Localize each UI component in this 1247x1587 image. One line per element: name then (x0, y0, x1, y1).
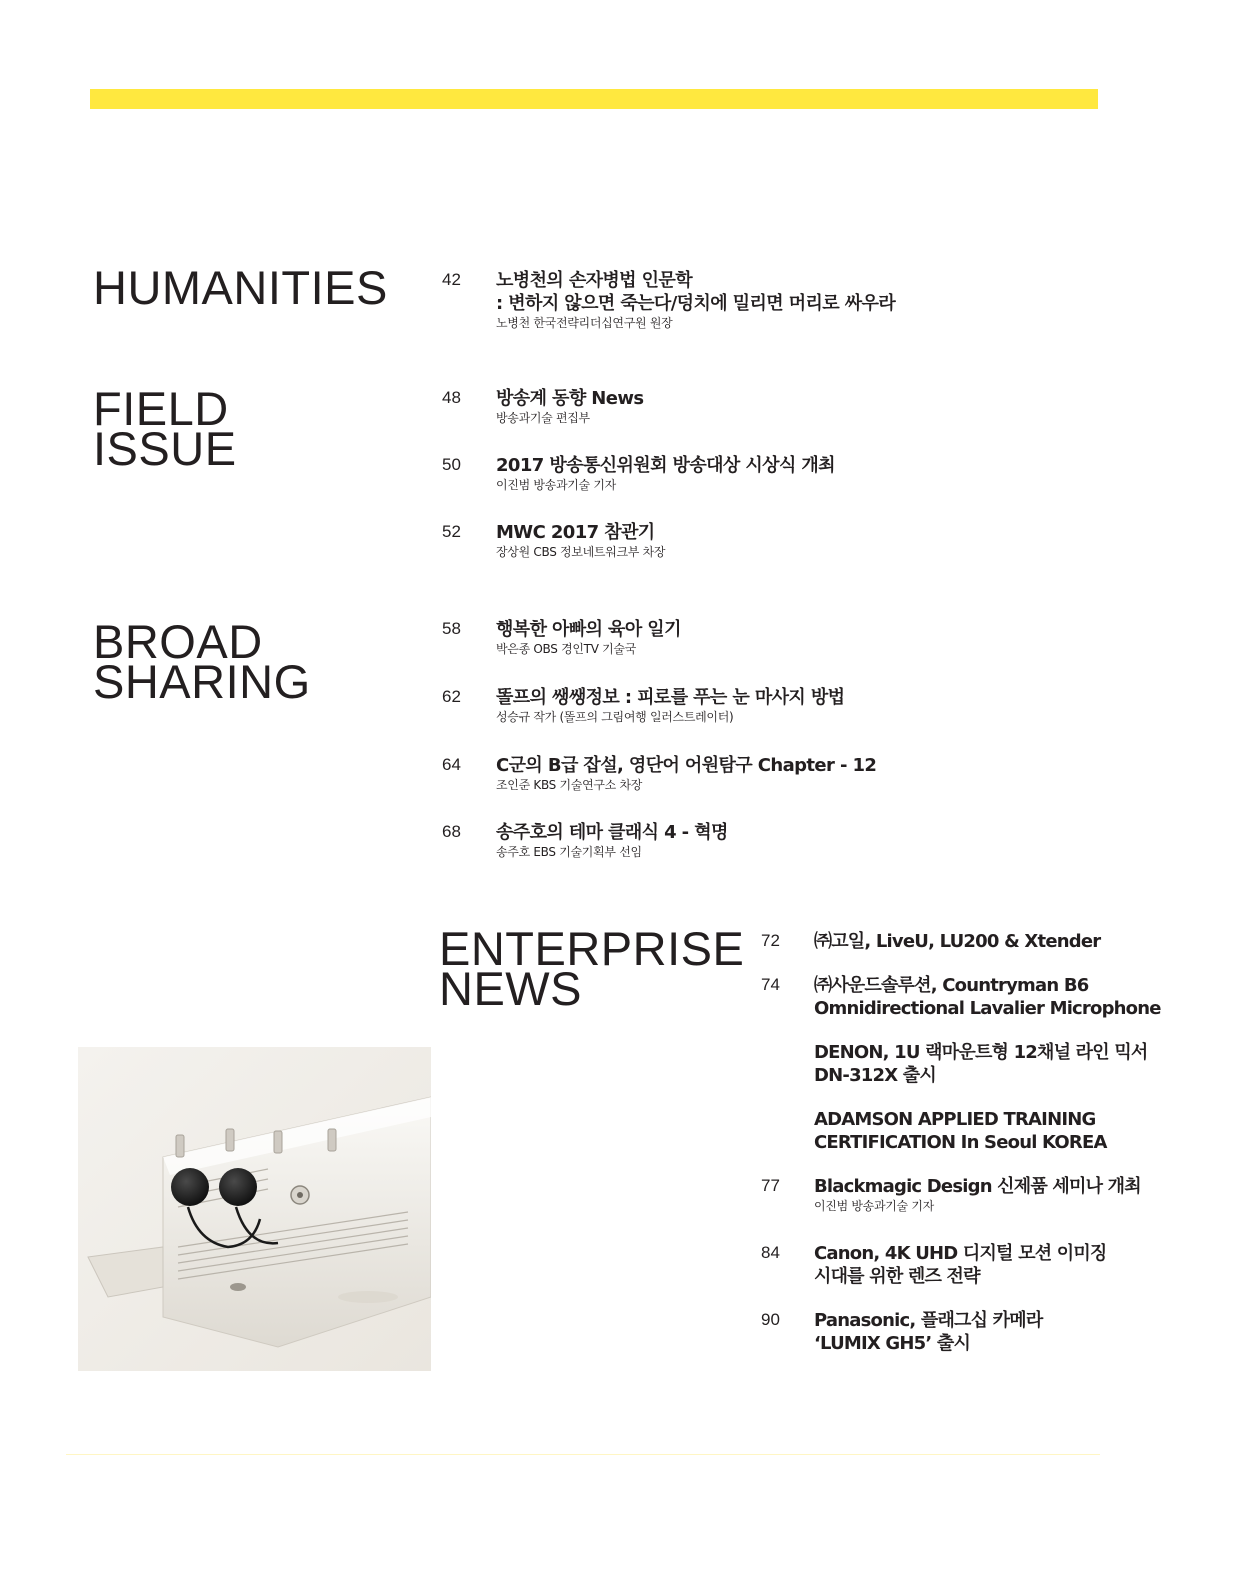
article-author: 성승규 작가 (똘프의 그림여행 일러스트레이터) (496, 710, 734, 724)
page-number: 42 (442, 270, 461, 289)
article-author: 방송과기술 편집부 (496, 411, 590, 425)
page-number: 90 (761, 1310, 780, 1329)
article-author: 박은종 OBS 경인TV 기술국 (496, 642, 637, 656)
article-title: Omnidirectional Lavalier Microphone (814, 998, 1161, 1019)
article-title: DENON, 1U 랙마운트형 12채널 라인 믹서 (814, 1042, 1148, 1063)
article-title: 노병천의 손자병법 인문학 (496, 270, 693, 291)
article-title: ㈜고일, LiveU, LU200 & Xtender (814, 931, 1101, 952)
article-title: C군의 B급 잡설, 영단어 어원탐구 Chapter - 12 (496, 755, 877, 776)
page-number: 50 (442, 455, 461, 474)
page-number: 64 (442, 755, 461, 774)
article-title: MWC 2017 참관기 (496, 522, 655, 543)
article-author: 조인준 KBS 기술연구소 차장 (496, 778, 643, 792)
article-title: Canon, 4K UHD 디지털 모션 이미징 (814, 1243, 1107, 1264)
article-title: 2017 방송통신위원회 방송대상 시상식 개최 (496, 455, 835, 476)
article-title: 시대를 위한 렌즈 전략 (814, 1266, 980, 1287)
article-title: Panasonic, 플래그십 카메라 (814, 1310, 1043, 1331)
page-number: 58 (442, 619, 461, 638)
article-title: 행복한 아빠의 육아 일기 (496, 619, 681, 640)
article-author: 이진범 방송과기술 기자 (496, 478, 616, 492)
accent-bar (90, 89, 1098, 109)
page-number: 48 (442, 388, 461, 407)
section-heading-broad-sharing: BROAD SHARING (93, 615, 311, 708)
audio-connector-device-photo (78, 1047, 431, 1371)
article-title: ‘LUMIX GH5’ 출시 (814, 1333, 971, 1354)
page-number: 74 (761, 975, 780, 994)
page-number: 77 (761, 1176, 780, 1195)
page-number: 68 (442, 822, 461, 841)
article-title: CERTIFICATION In Seoul KOREA (814, 1132, 1107, 1153)
page-number: 52 (442, 522, 461, 541)
article-author: 장상원 CBS 정보네트워크부 차장 (496, 545, 666, 559)
article-author: 노병천 한국전략리더십연구원 원장 (496, 316, 673, 330)
section-heading-enterprise-news: ENTERPRISE NEWS (439, 922, 745, 1015)
article-title: ㈜사운드솔루션, Countryman B6 (814, 975, 1089, 996)
article-title: Blackmagic Design 신제품 세미나 개최 (814, 1176, 1141, 1197)
article-title: DN-312X 출시 (814, 1065, 936, 1086)
article-title: : 변하지 않으면 죽는다/덩치에 밀리면 머리로 싸우라 (496, 293, 896, 314)
bottom-divider (66, 1454, 1100, 1455)
article-author: 송주호 EBS 기술기획부 선임 (496, 845, 642, 859)
section-heading-humanities: HUMANITIES (93, 261, 388, 314)
page-number: 84 (761, 1243, 780, 1262)
page-number: 62 (442, 687, 461, 706)
article-title: 똘프의 쌩쌩정보 : 피로를 푸는 눈 마사지 방법 (496, 687, 845, 708)
page-number: 72 (761, 931, 780, 950)
article-author: 이진범 방송과기술 기자 (814, 1199, 934, 1213)
article-title: ADAMSON APPLIED TRAINING (814, 1109, 1096, 1130)
article-title: 송주호의 테마 클래식 4 - 혁명 (496, 822, 728, 843)
section-heading-field-issue: FIELD ISSUE (93, 382, 237, 475)
article-title: 방송계 동향 News (496, 388, 644, 409)
